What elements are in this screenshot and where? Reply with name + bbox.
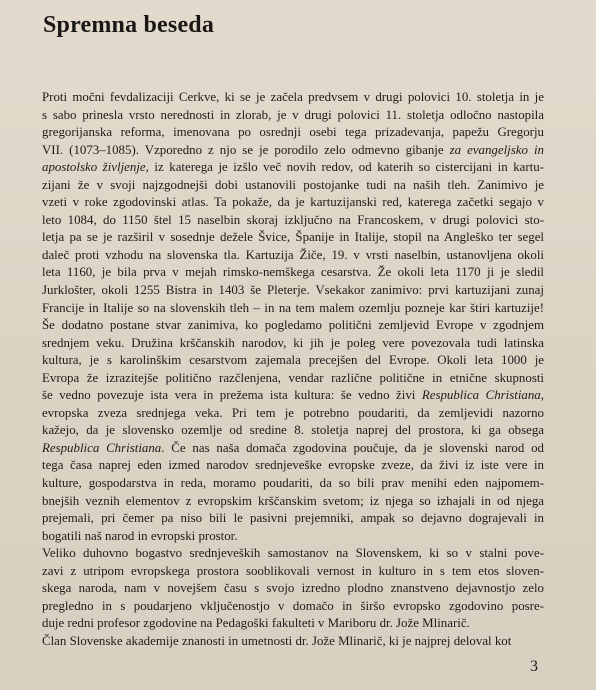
text-run: Še dodatno postane stvar zanimiva, ko pogledamo politični zemljevid Evrope v zgodnjem <box>42 318 544 333</box>
text-run: skega naroda, nam v novejšem času s svojo izredno plodno znanstveno dejavnostjo zelo <box>42 581 544 596</box>
text-line <box>42 229 544 247</box>
text-line <box>42 159 544 177</box>
text-run: , iz katerega je izšlo več novih redov, od katerih so cistercijani in kartu- <box>145 160 544 175</box>
text-line <box>42 475 544 493</box>
text-run: s sabo prinesla vrsto nerednosti in zlorab, je v drugi polovici 11. stoletja odločno nastopila <box>42 107 544 122</box>
text-run: kulture, gospodarstva in reda, moramo poudariti, da so bili prav menihi eden najpomem- <box>42 476 544 491</box>
italic-phrase: apostolsko življenje <box>42 160 146 175</box>
text-line <box>42 387 544 405</box>
text-line <box>42 528 544 546</box>
text-run: še vedno povezuje ista vera in prežema ista kultura: še vedno živi <box>42 388 422 403</box>
italic-phrase: za evangeljsko in <box>449 142 544 157</box>
text-line <box>42 317 544 335</box>
text-run: kultura, je s karolinškim cesarstvom zajemala precejšen del Evrope. Okoli leta 1000 je <box>42 353 544 368</box>
text-line <box>42 300 544 318</box>
text-line <box>42 247 544 265</box>
text-line <box>42 633 544 651</box>
text-run: Francije in Italije so na slovenskih tleh – in na tem malem ozemlju pozneje kar štiri kartuzije! <box>42 300 544 315</box>
text-run: zijani že v svoji najzgodnejši dobi ustanovili postojanke tudi na naših tleh. Zanimivo je <box>42 177 544 192</box>
text-line <box>42 563 544 581</box>
text-run: daleč proti vzhodu na slovenska tla. Kartuzija Žiče, 19. v vrsti naselbin, ustanovljena okoli <box>42 247 544 262</box>
text-run: leta 1160, je bila prva v mejah rimsko-nemškega cesarstva. Že okoli leta 1170 ji je sledil <box>42 265 544 280</box>
page-number: 3 <box>530 658 538 675</box>
text-line <box>42 580 544 598</box>
text-run: Član Slovenske akademije znanosti in umetnosti dr. Jože Mlinarič, ki je najprej deloval kot <box>42 633 512 648</box>
text-run: zavi z utripom evropskega prostora sooblikovali vernost in kulturo in s tem etos sloven- <box>42 563 544 578</box>
text-line <box>42 142 544 160</box>
text-line <box>42 440 544 458</box>
text-run: Evropa že izrazitejše politično razčlenjena, vendar različne politične in etnične skupnosti <box>42 370 544 385</box>
text-line <box>42 370 544 388</box>
text-line <box>42 282 544 300</box>
page-title: Spremna beseda <box>43 12 215 38</box>
text-line <box>42 89 544 107</box>
text-run: . Če nas naša domača zgodovina poučuje, da je slovenski narod od <box>161 440 544 455</box>
text-line <box>42 177 544 195</box>
text-line <box>42 545 544 563</box>
italic-phrase: Respublica Christiana <box>42 440 162 455</box>
text-line <box>42 124 544 142</box>
text-run: prejemali, pri čemer pa niso bili le pasivni prejemniki, ampak so dejavno dograjevali in <box>42 511 544 526</box>
text-line <box>42 598 544 616</box>
text-line <box>42 264 544 282</box>
text-line <box>42 405 544 423</box>
text-run: , <box>540 388 544 403</box>
text-run: tega časa naprej eden izmed narodov srednjeveške evropske zveze, da živi iz iste vere in <box>42 458 544 473</box>
text-line <box>42 457 544 475</box>
text-line <box>42 615 544 633</box>
text-line <box>42 194 544 212</box>
text-run: letja pa se je razširil v sosednje dežele Švice, Španije in Italije, stopil na Angleško ter segel <box>42 230 544 245</box>
text-run: kažejo, da je slovensko ozemlje od sredine 8. stoletja naprej del prostora, ki ga obsega <box>42 423 544 438</box>
text-line <box>42 510 544 528</box>
text-line <box>42 335 544 353</box>
italic-phrase: Respublica Christiana <box>421 388 541 403</box>
text-line <box>42 493 544 511</box>
foreword-text <box>42 89 544 651</box>
text-run: duje redni profesor zgodovine na Pedagoški fakulteti v Mariboru dr. Jože Mlinarič. <box>42 616 470 631</box>
text-line <box>42 212 544 230</box>
text-line <box>42 422 544 440</box>
text-run: VII. (1073–1085). Vzporedno z njo se je porodilo zelo odmevno gibanje <box>42 142 450 157</box>
text-run: srednjem veku. Družina krščanskih narodov, ki jih je poleg vere povezovala tudi latinska <box>42 335 544 350</box>
text-run: bogatili naš narod in evropski prostor. <box>42 528 238 543</box>
text-run: bnejših veznih elementov z evropskim krščanskim svetom; iz njega so izhajali in od njega <box>42 493 544 508</box>
text-line <box>42 107 544 125</box>
text-run: gregorijanska reforma, imenovana po osrednji osebi tega prizadevanja, papežu Gregorju <box>42 125 544 140</box>
text-run: vzeti v roke zgodovinski atlas. Ta pokaže, da je kartuzijanski red, katerega začetki segajo v <box>42 195 544 210</box>
text-run: leto 1084, do 1150 štel 15 naselbin skoraj izključno na Francoskem, v drugi polovici sto- <box>42 212 544 227</box>
text-line <box>42 352 544 370</box>
text-run: evropska zveza srednjega veka. Pri tem je potrebno poudariti, da zemljevidi nazorno <box>42 405 544 420</box>
text-run: Proti močni fevdalizaciji Cerkve, ki se je začela predvsem v drugi polovici 10. stoletja in je <box>42 90 544 104</box>
text-run: Veliko duhovno bogastvo srednjeveških samostanov na Slovenskem, ki so v stalni pove- <box>42 546 544 561</box>
text-run: Jurklošter, okoli 1255 Bistra in 1403 še Pleterje. Vsekakor zanimivo: prvi kartuzijani zunaj <box>42 283 544 298</box>
text-run: pregledno in s poudarjeno vključenostjo v domačo in širšo evropsko zgodovino posre- <box>42 598 544 613</box>
